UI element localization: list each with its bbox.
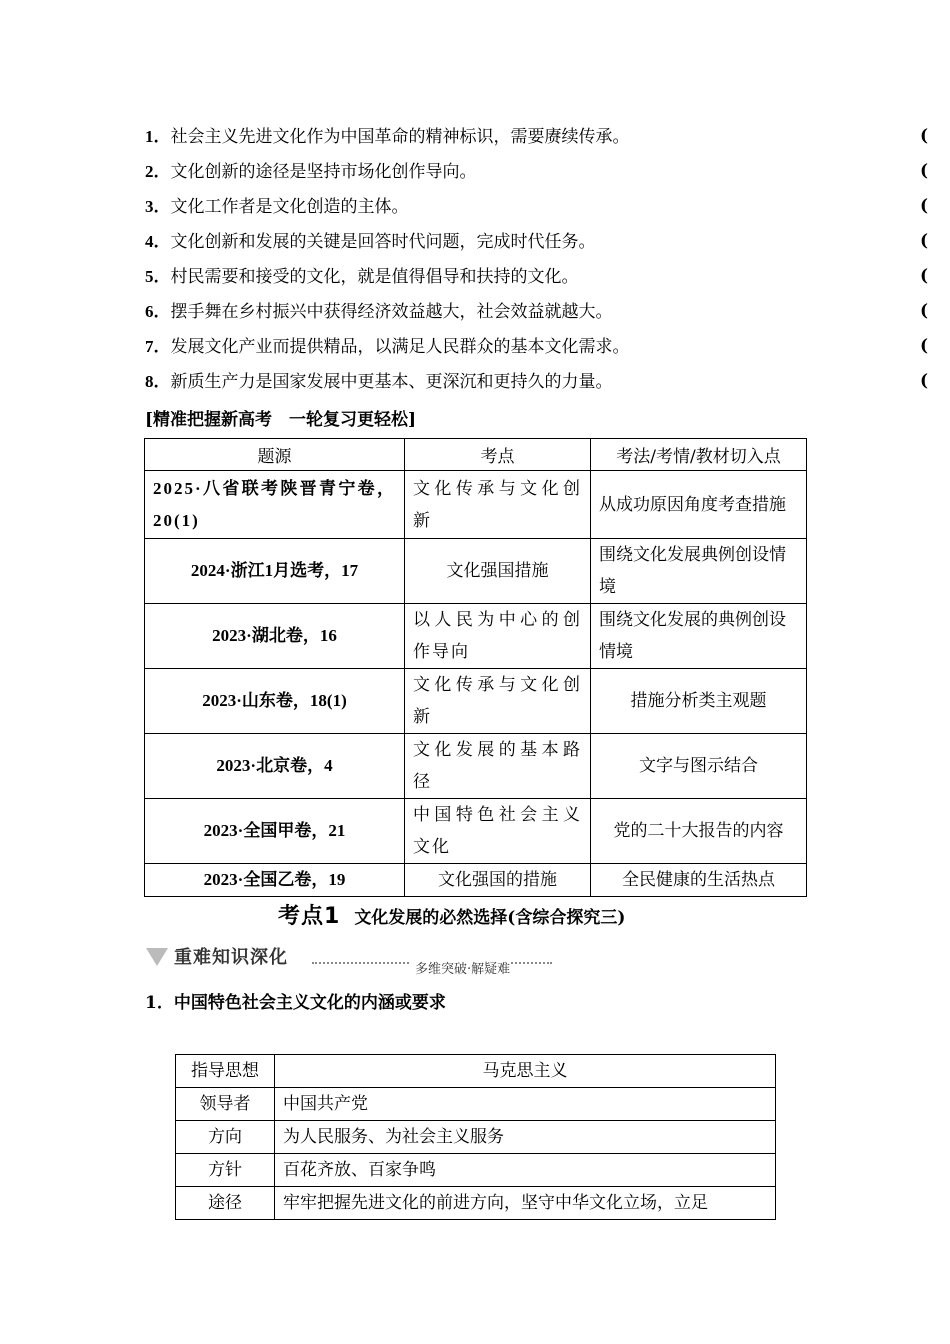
row-point: 文化发展的基本路径 xyxy=(405,734,591,799)
kaodian-title: 文化发展的必然选择(含综合探究三) xyxy=(354,908,626,928)
statement-text: 文化创新和发展的关键是回答时代问题，完成时代任务。 xyxy=(170,232,596,252)
table-row xyxy=(145,471,807,539)
row-source: 2023·全国乙卷，19 xyxy=(145,864,405,897)
statement-text: 摆手舞在乡村振兴中获得经济效益越大，社会效益就越大。 xyxy=(170,302,613,322)
answer-paren: ( xyxy=(920,126,929,146)
answer-paren: ( xyxy=(920,161,929,181)
row-approach: 围绕文化发展的典例创设情境 xyxy=(591,604,807,669)
triangle-icon xyxy=(146,948,168,966)
kaodian-heading xyxy=(278,899,625,930)
row-point: 以人民为中心的创作导向 xyxy=(405,604,591,669)
row-approach: 从成功原因角度考查措施 xyxy=(591,471,807,539)
header-approach: 考法/考情/教材切入点 xyxy=(591,439,807,471)
statement-1 xyxy=(145,119,935,154)
table-row xyxy=(176,1055,776,1088)
row-source: 2024·浙江1月选考，17 xyxy=(145,539,405,604)
answer-paren: ( xyxy=(920,231,929,251)
row-point: 文化传承与文化创新 xyxy=(405,669,591,734)
answer-paren: ( xyxy=(920,336,929,356)
statement-text: 文化创新的途径是坚持市场化创作导向。 xyxy=(170,162,477,182)
statement-text: 村民需要和接受的文化，就是值得倡导和扶持的文化。 xyxy=(170,267,579,287)
statement-number: 5． xyxy=(145,267,171,286)
table-header-row xyxy=(145,439,807,471)
row-key: 指导思想 xyxy=(176,1055,275,1088)
table-row xyxy=(145,539,807,604)
statement-number: 3． xyxy=(145,197,171,216)
statement-6 xyxy=(145,294,935,329)
row-approach: 文字与图示结合 xyxy=(591,734,807,799)
statement-8 xyxy=(145,364,935,399)
row-key: 方向 xyxy=(176,1121,275,1154)
row-key: 领导者 xyxy=(176,1088,275,1121)
row-source: 2023·北京卷，4 xyxy=(145,734,405,799)
answer-paren: ( xyxy=(920,301,929,321)
row-value: 牢牢把握先进文化的前进方向，坚守中华文化立场，立足 xyxy=(275,1187,776,1220)
row-value: 百花齐放、百家争鸣 xyxy=(275,1154,776,1187)
row-value: 中国共产党 xyxy=(275,1088,776,1121)
knowledge-banner xyxy=(146,942,546,977)
statement-number: 2． xyxy=(145,162,171,181)
statement-number: 7． xyxy=(145,337,171,356)
statement-2 xyxy=(145,154,935,189)
culture-table xyxy=(175,1054,776,1220)
table-row xyxy=(145,604,807,669)
row-approach: 措施分析类主观题 xyxy=(591,669,807,734)
row-key: 方针 xyxy=(176,1154,275,1187)
row-approach: 围绕文化发展典例创设情境 xyxy=(591,539,807,604)
header-source: 题源 xyxy=(145,439,405,471)
table-row xyxy=(176,1154,776,1187)
row-point: 中国特色社会主义文化 xyxy=(405,799,591,864)
table-row xyxy=(176,1187,776,1220)
statement-text: 新质生产力是国家发展中更基本、更深沉和更持久的力量。 xyxy=(170,372,613,392)
row-approach: 全民健康的生活热点 xyxy=(591,864,807,897)
statement-5 xyxy=(145,259,935,294)
table-row xyxy=(145,799,807,864)
statement-number: 1． xyxy=(145,127,171,146)
statement-text: 文化工作者是文化创造的主体。 xyxy=(170,197,409,217)
row-value: 为人民服务、为社会主义服务 xyxy=(275,1121,776,1154)
section-heading: [精准把握新高考 一轮复习更轻松] xyxy=(145,410,417,430)
row-key: 途径 xyxy=(176,1187,275,1220)
row-approach: 党的二十大报告的内容 xyxy=(591,799,807,864)
sub-heading: 1．中国特色社会主义文化的内涵或要求 xyxy=(145,993,446,1013)
answer-paren: ( xyxy=(920,371,929,391)
statement-number: 8． xyxy=(145,372,171,391)
row-source: 2023·全国甲卷，21 xyxy=(145,799,405,864)
exam-source-table xyxy=(144,438,807,897)
statement-7 xyxy=(145,329,935,364)
table-row xyxy=(145,734,807,799)
answer-paren: ( xyxy=(920,266,929,286)
row-value: 马克思主义 xyxy=(275,1055,776,1088)
table-row xyxy=(145,864,807,897)
answer-paren: ( xyxy=(920,196,929,216)
row-source: 2023·湖北卷，16 xyxy=(145,604,405,669)
row-point: 文化传承与文化创新 xyxy=(405,471,591,539)
header-point: 考点 xyxy=(405,439,591,471)
table-row xyxy=(176,1088,776,1121)
statement-text: 社会主义先进文化作为中国革命的精神标识，需要赓续传承。 xyxy=(170,127,630,147)
kaodian-label: 考点1 xyxy=(278,904,341,929)
row-point: 文化强国措施 xyxy=(405,539,591,604)
table-row xyxy=(176,1121,776,1154)
statement-3 xyxy=(145,189,935,224)
row-source: 2025·八省联考陕晋青宁卷，20(1) xyxy=(145,471,405,539)
statement-4 xyxy=(145,224,935,259)
banner-title: 重难知识深化 xyxy=(174,947,288,968)
statement-number: 6． xyxy=(145,302,171,321)
row-source: 2023·山东卷，18(1) xyxy=(145,669,405,734)
banner-subtitle: 多维突破·解疑难 xyxy=(411,958,510,977)
table-row xyxy=(145,669,807,734)
statement-text: 发展文化产业而提供精品，以满足人民群众的基本文化需求。 xyxy=(170,337,630,357)
row-point: 文化强国的措施 xyxy=(405,864,591,897)
statement-number: 4． xyxy=(145,232,171,251)
